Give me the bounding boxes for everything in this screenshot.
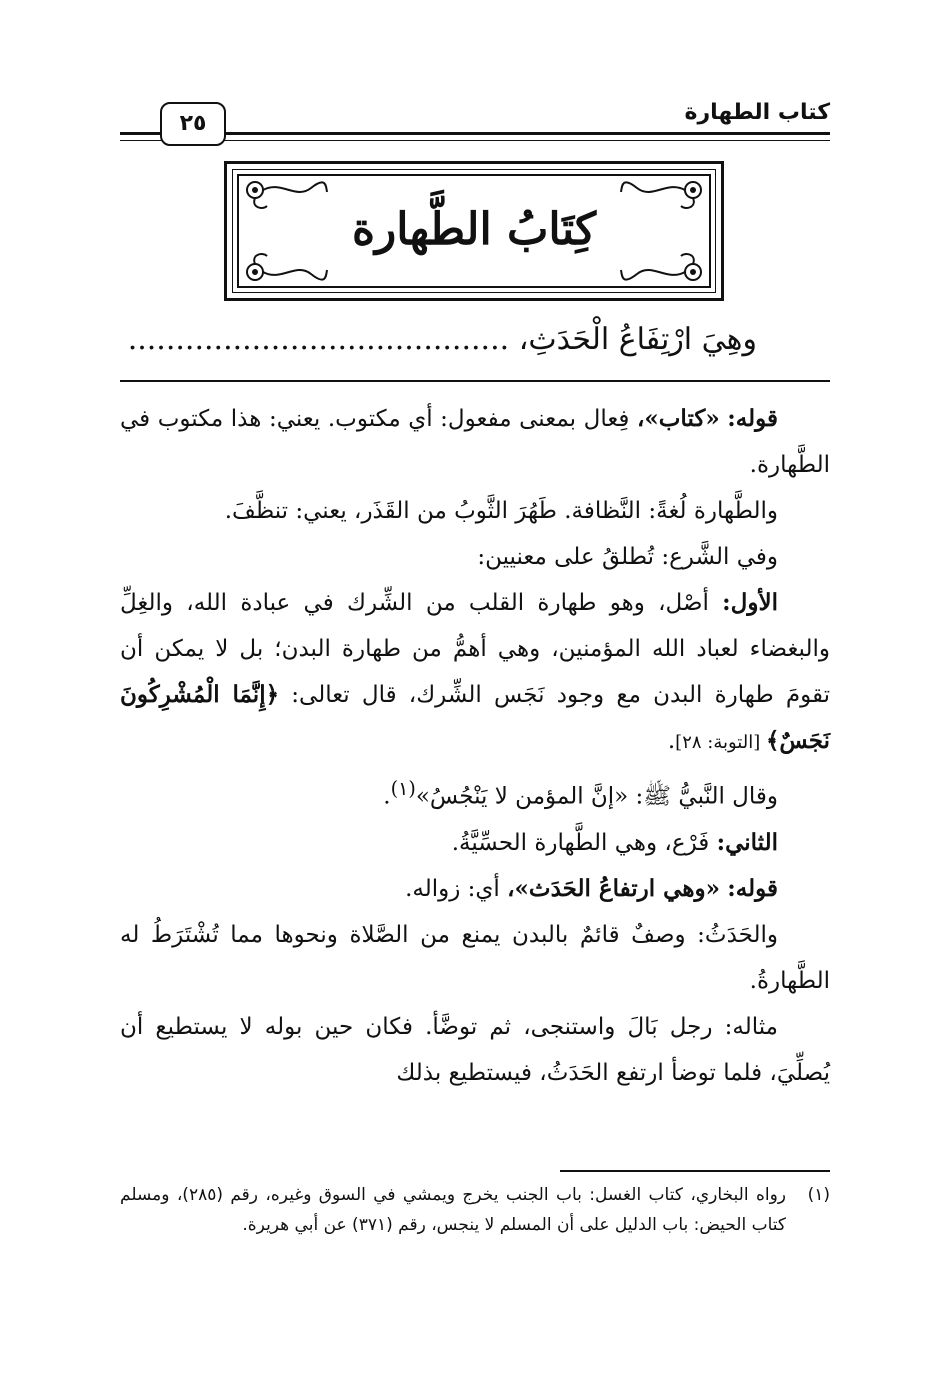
commentary-body <box>120 396 830 1096</box>
footnotes <box>120 1180 830 1240</box>
paragraph-4-lead: الأول: <box>722 589 778 616</box>
chapter-title-frame <box>224 161 724 301</box>
paragraph-1-lead: قوله: <box>727 405 779 432</box>
matn-text: وهِيَ ارْتِفَاعُ الْحَدَثِ، <box>518 322 757 357</box>
paragraph-4-text: أصْل، وهو طهارة القلب من الشِّرك في عبادة الله، والغِلِّ والبغضاء لعباد الله المؤمنين، وهي أهمُّ من طهارة البدن؛ بل لا يمكن أن تقومَ طهارة البدن مع وجود نَجَس الشِّرك، قال تعالى: <box>120 590 830 708</box>
verse-reference: [التوبة: ٢٨] <box>675 732 766 753</box>
paragraph-3: وفي الشَّرع: تُطلقُ على معنيين: <box>477 544 778 570</box>
matn-rule <box>120 380 830 382</box>
page-number: ٢٥ <box>160 102 226 146</box>
paragraph-7-quote: «وهي ارتفاعُ الحَدَث»، <box>507 874 720 902</box>
paragraph-1 <box>120 396 830 488</box>
paragraph-5-text: وقال النَّبيُّ ﷺ: «إنَّ المؤمن لا يَنْجُسُ» <box>415 783 778 810</box>
paragraph-9: مثاله: رجل بَالَ واستنجى، ثم توضَّأ. فكان حين بوله لا يستطيع أن يُصلِّيَ، فلما توضأ ارتفع الحَدَثُ، فيستطيع بذلك <box>120 1013 830 1086</box>
paragraph-4 <box>120 580 830 766</box>
paragraph-7 <box>120 866 830 912</box>
footnote-number: (١) <box>807 1185 830 1205</box>
paragraph-4-end: . <box>667 728 676 754</box>
paragraph-7-lead: قوله: <box>727 874 778 902</box>
footnote-text: رواه البخاري، كتاب الغسل: باب الجنب يخرج ويمشي في السوق وغيره، رقم (٢٨٥)، ومسلم كتاب الحيض: باب الدليل على أن المسلم لا ينجس، رقم (٣٧١) عن أبي هريرة. <box>120 1185 786 1235</box>
footnote-rule <box>560 1170 830 1172</box>
paragraph-7-text: أي: زواله. <box>405 875 508 902</box>
chapter-title: كِتَابُ الطَّهارة <box>351 204 597 255</box>
running-header-title: كتاب الطهارة <box>684 100 830 125</box>
footnote-1 <box>120 1180 830 1240</box>
paragraph-1-text: فِعال بمعنى مفعول: أي مكتوب. يعني: هذا مكتوب في الطَّهارة. <box>120 406 830 478</box>
paragraph-5-end: . <box>383 783 391 810</box>
paragraph-6-text: فَرْع، وهي الطَّهارة الحسِّيَّةُ. <box>451 829 717 856</box>
header-rule <box>120 132 830 141</box>
paragraph-2: والطَّهارة لُغةً: النَّظافة. طَهُرَ الثَّوبُ من القَذَر، يعني: تنظَّفَ. <box>224 498 778 524</box>
running-header <box>120 100 830 148</box>
paragraph-6 <box>120 820 830 866</box>
matn-dots: ........................................ <box>127 322 510 357</box>
paragraph-5 <box>120 766 830 820</box>
quran-verse: ﴿إِنَّمَا الْمُشْرِكُونَ نَجَسٌ﴾ <box>120 681 830 754</box>
paragraph-1-quote: «كتاب»، <box>636 405 720 432</box>
footnote-marker[interactable]: (١) <box>390 777 416 800</box>
paragraph-6-lead: الثاني: <box>716 828 778 856</box>
matn-line <box>117 322 757 357</box>
paragraph-8: والحَدَثُ: وصفٌ قائمٌ بالبدن يمنع من الصَّلاة ونحوها مما تُشْتَرَطُ له الطَّهارةُ. <box>120 921 830 994</box>
